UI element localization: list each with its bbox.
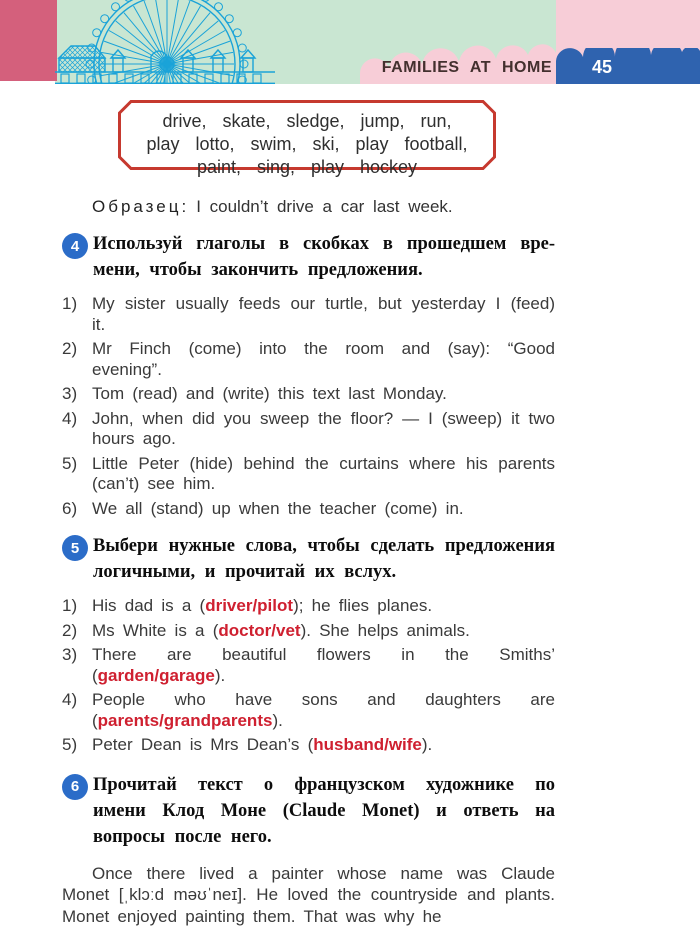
red-option-text: husband/wife — [313, 735, 422, 754]
exercise-4 — [62, 231, 555, 519]
item-number: 4) — [62, 690, 78, 709]
item-number: 2) — [62, 620, 78, 640]
exercise-item — [62, 499, 555, 520]
item-number: 1) — [62, 596, 78, 615]
exercise-item — [62, 294, 555, 335]
page-number: 45 — [592, 57, 613, 77]
exercise-number-badge: 5 — [62, 535, 88, 561]
exercise-item — [62, 339, 555, 380]
item-text: Ms White is a (doctor/vet). She helps animals. — [92, 620, 470, 640]
red-option-text: garden/garage — [97, 665, 215, 685]
red-option-text: driver/pilot — [205, 596, 294, 615]
page-body — [0, 84, 700, 927]
exercise-number-badge: 6 — [62, 774, 88, 800]
exercise-item — [62, 735, 555, 756]
item-text: His dad is a (driver/pilot); he flies planes. — [92, 596, 433, 615]
exercise-item — [62, 645, 555, 686]
exercise-instruction: Прочитай текст о французском художнике по имени Клод Моне (Claude Monet) и ответь на вопросы после него. — [93, 774, 555, 847]
example-sentence — [92, 197, 555, 217]
verb-line: play lotto, swim, ski, play football, — [146, 134, 468, 154]
item-number: 4) — [62, 408, 78, 428]
exercise-instruction: Выбери нужные слова, чтобы сделать предложения логичными, и прочитай их вслух. — [93, 536, 555, 582]
verb-line: drive, skate, sledge, jump, run, — [162, 111, 452, 131]
item-text: We all (stand) up when the teacher (come) in. — [92, 498, 464, 518]
exercise-item — [62, 621, 555, 642]
exercise-heading — [62, 533, 555, 585]
verb-word-box — [118, 100, 496, 177]
page-number-badge — [556, 48, 700, 84]
ferris-wheel-illustration — [55, 0, 275, 84]
example-text: I couldn’t drive a car last week. — [196, 197, 453, 216]
item-text: Mr Finch (come) into the room and (say): “Good evening”. — [92, 339, 555, 379]
exercise-instruction: Используй глаголы в скобках в прошедшем времени, чтобы закончить предложения. — [93, 234, 555, 280]
example-label: Образец: — [92, 197, 190, 216]
verb-list — [118, 100, 496, 179]
scallop-shape-blue — [556, 48, 700, 84]
header-rose-block — [0, 0, 57, 81]
item-text: There are beautiful flowers in the Smiths’ (garden/garage). — [92, 645, 555, 685]
exercise-item-list — [62, 596, 555, 756]
item-number: 3) — [62, 384, 78, 403]
exercise-number-badge: 4 — [62, 233, 88, 259]
item-text: Little Peter (hide) behind the curtains where his parents (can’t) see him. — [92, 453, 555, 493]
exercise-item — [62, 690, 555, 731]
item-text: My sister usually feeds our turtle, but yesterday I (feed) it. — [92, 294, 555, 334]
item-text: Peter Dean is Mrs Dean’s (husband/wife). — [92, 735, 433, 754]
section-title: FAMILIES AT HOME — [381, 59, 552, 76]
exercise-item — [62, 454, 555, 495]
exercise-6 — [62, 772, 555, 928]
exercise-item-list — [62, 294, 555, 519]
red-option-text: doctor/vet — [218, 620, 301, 640]
exercise-item — [62, 596, 555, 617]
verb-line: paint, sing, play hockey — [196, 157, 418, 177]
exercise-item — [62, 384, 555, 405]
reading-paragraph: Once there lived a painter whose name was Claude Monet [ˌklɔːd məʊˈneɪ]. He loved the countryside and plants. Monet enjoyed painting them. That was why he — [62, 863, 555, 926]
exercise-heading — [62, 772, 555, 850]
red-option-text: parents/grandparents — [97, 710, 273, 730]
exercise-heading — [62, 231, 555, 283]
item-text: Tom (read) and (write) this text last Monday. — [92, 384, 447, 403]
item-number: 6) — [62, 498, 78, 518]
item-number: 5) — [62, 735, 78, 754]
exercise-item — [62, 409, 555, 450]
item-number: 5) — [62, 453, 78, 473]
item-number: 3) — [62, 645, 78, 664]
page-header — [0, 0, 700, 84]
header-title-blob — [360, 42, 556, 84]
item-number: 1) — [62, 294, 78, 313]
exercise-5 — [62, 533, 555, 756]
item-text: John, when did you sweep the floor? — I (sweep) it two hours ago. — [92, 408, 555, 448]
item-text: People who have sons and daughters are (parents/grandparents). — [92, 690, 555, 730]
item-number: 2) — [62, 339, 78, 358]
